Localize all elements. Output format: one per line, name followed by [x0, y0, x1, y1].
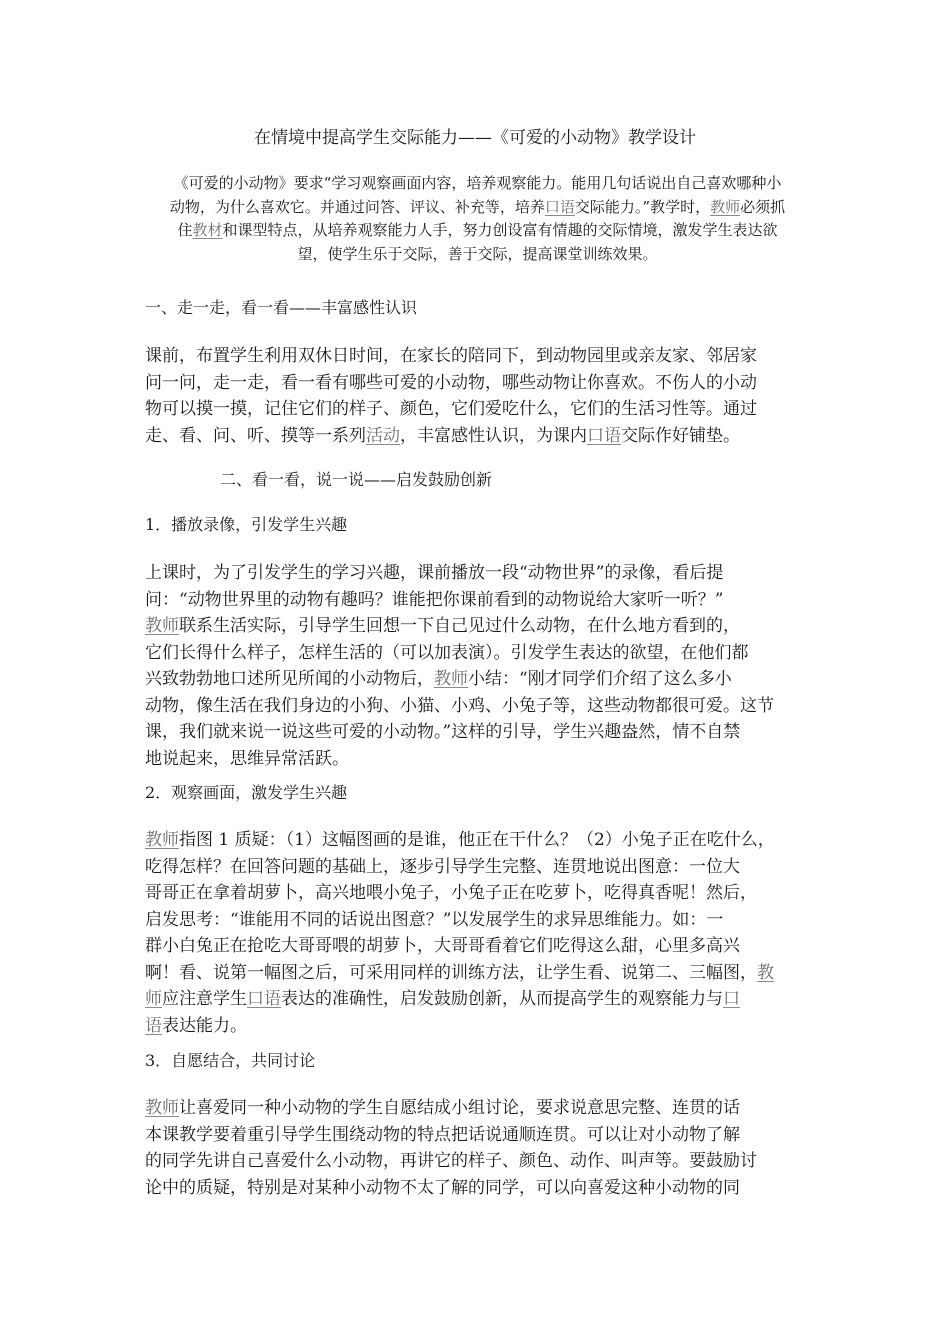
text-run: 小结：“刚才同学们介绍了这么多小 动物，像生活在我们身边的小狗、小猫、小鸡、小兔子等，这些动物都很可爱。这节 课，我们就来说一说这些可爱的小动物。”这样的引导，学生兴趣盎然，情不自禁 地说起来，思维异常活跃。 — [145, 669, 774, 769]
text-run: 《可爱的小动物》要求“学习观察画面内容，培养观察能力。能用几句话说出自己喜欢哪种小 动物，为什么喜欢它。并通过问答、评议、补充等，培养 — [169, 174, 782, 216]
subsection-1-heading: 1．播放录像，引发学生兴趣 — [145, 515, 348, 534]
inline-link[interactable]: 教师 — [145, 616, 179, 636]
text-run: 和课型特点，从培养观察能力人手，努力创设富有情趣的交际情境，激发学生表达欲 望，使学生乐于交际，善于交际，提高课堂训练效果。 — [222, 221, 778, 263]
text-run: 交际能力。”教学时， — [574, 197, 711, 216]
inline-link[interactable]: 活动 — [366, 425, 400, 446]
inline-link[interactable]: 教师 — [434, 669, 468, 689]
text-run: 上课时，为了引发学生的学习兴趣，课前播放一段“动物世界”的录像，看后提 问：“动物世界里的动物有趣吗？谁能把你课前看到的动物说给大家听一听？” — [145, 563, 724, 610]
text-run: 让喜爱同一种小动物的学生自愿结成小组讨论，要求说意思完整、连贯的话 本课教学要着重引导学生围绕动物的特点把话说通顺连贯。可以让对小动物了解 的同学先讲自己喜爱什么小动物，再讲它的样子、颜色、动作、叫声等。要鼓励讨 论中的质疑，特别是对某种小动物不太了解的同学，可以向喜爱这种小动物的同 — [145, 1098, 757, 1198]
text-run: ，丰富感性认识，为课内 — [400, 425, 587, 446]
section-2-heading: 二、看一看，说一说——启发鼓励创新 — [220, 470, 493, 489]
inline-link[interactable]: 教材 — [192, 221, 223, 239]
subsection-2-paragraph — [145, 827, 810, 1039]
text-run: 应注意学生 — [162, 989, 247, 1009]
subsection-1-paragraph — [145, 560, 810, 772]
inline-link[interactable]: 教 师 — [145, 962, 774, 1009]
text-run: 表达的准确性，启发鼓励创新，从而提高学生的观察能力与 — [281, 989, 723, 1009]
inline-link[interactable]: 教师 — [145, 1098, 179, 1118]
inline-link[interactable]: 口语 — [544, 197, 575, 216]
text-run: 指图 1 质疑：（1）这幅图画的是谁，他正在干什么？（2）小兔子正在吃什么， 吃得怎样？在回答问题的基础上，逐步引导学生完整、连贯地说出图意：一位大 哥哥正在拿着胡萝卜，高兴地喂小兔子，小兔子正在吃萝卜，吃得真香呢！然后， 启发思考：“谁能用不同的话说出图意？”以发展学生的求异思维能力。如：一 群小白兔正在抢吃大哥哥喂的胡萝卜，大哥哥看着它们吃得这么甜，心里多高兴 啊！看、说第一幅图之后，可采用同样的训练方法，让学生看、说第二、三幅图， — [145, 830, 775, 983]
inline-link[interactable]: 口 语 — [145, 989, 740, 1036]
subsection-3-heading: 3．自愿结合，共同讨论 — [145, 1051, 316, 1070]
inline-link[interactable]: 口语 — [247, 989, 281, 1009]
inline-link[interactable]: 口语 — [587, 425, 621, 446]
text-run: 必须抓 住 — [177, 197, 786, 239]
section-1-heading: 一、走一走，看一看——丰富感性认识 — [145, 298, 418, 317]
document-title: 在情境中提高学生交际能力——《可爱的小动物》教学设计 — [254, 128, 696, 148]
subsection-3-paragraph — [145, 1095, 810, 1201]
subsection-2-heading: 2．观察画面，激发学生兴趣 — [145, 783, 348, 802]
text-run: 课前，布置学生利用双休日时间，在家长的陪同下，到动物园里或亲友家、邻居家 问一问，走一走，看一看有哪些可爱的小动物，哪些动物让你喜欢。不伤人的小动 物可以摸一摸，记住它们的样子、颜色，它们爱吃什么，它们的生活习性等。通过 走、看、问、听、摸等一系列 — [145, 346, 757, 446]
text-run: 交际作好铺垫。 — [621, 425, 740, 446]
inline-link[interactable]: 教师 — [145, 830, 179, 850]
text-run: 联系生活实际，引导学生回想一下自己见过什么动物，在什么地方看到的， 它们长得什么样子，怎样生活的（可以加表演）。引发学生表达的欲望，在他们都 兴致勃勃地口述所见所闻的小动物后， — [145, 616, 749, 689]
text-run: 表达能力。 — [162, 1015, 247, 1036]
section-1-paragraph — [145, 343, 810, 449]
intro-paragraph — [145, 172, 810, 266]
inline-link[interactable]: 教师 — [710, 197, 741, 216]
